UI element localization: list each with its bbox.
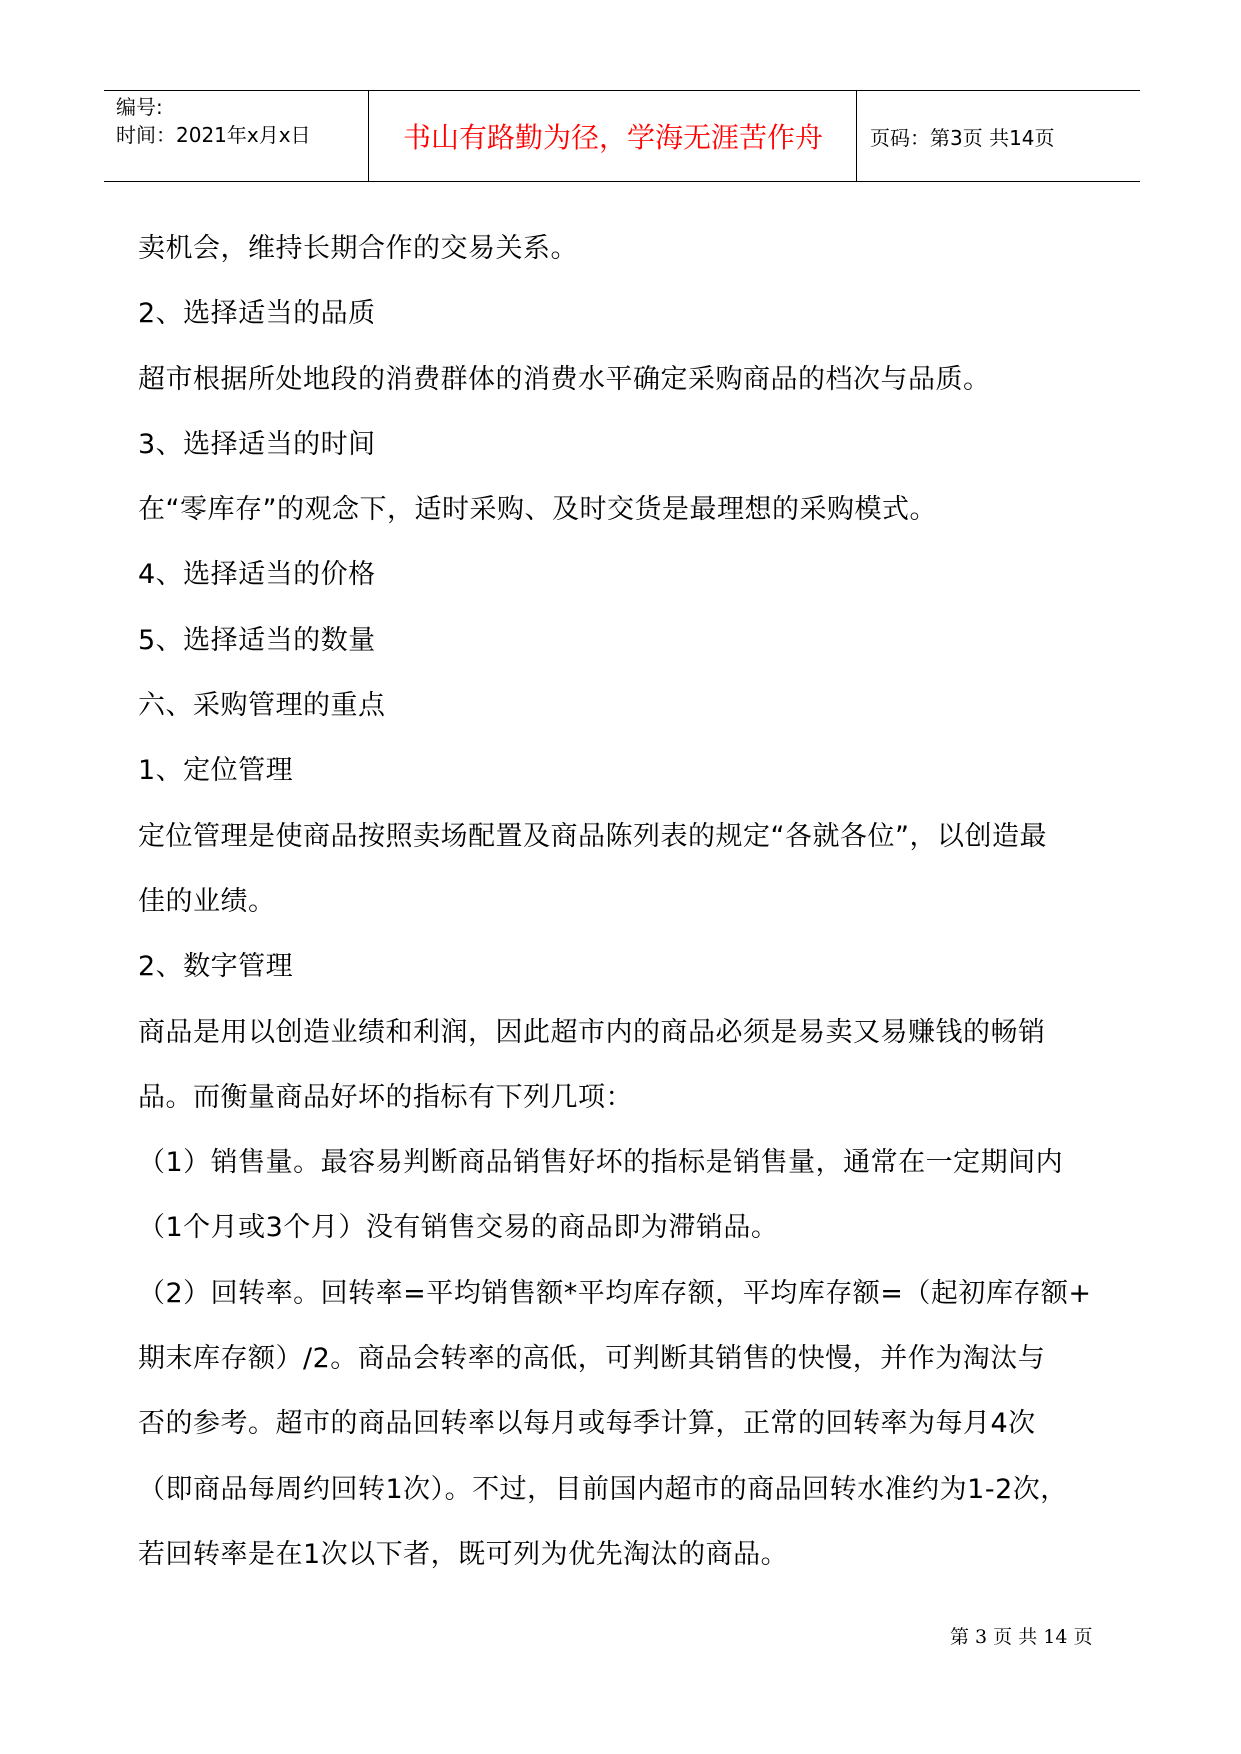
page-header (104, 90, 1140, 182)
paragraph-line: （2）回转率。回转率=平均销售额*平均库存额，平均库存额=（起初库存额+ (138, 1277, 1092, 1309)
page-footer-number: 第 3 页 共 14 页 (950, 1626, 1093, 1648)
header-divider-right (856, 91, 857, 181)
paragraph-line: 卖机会，维持长期合作的交易关系。 (138, 233, 578, 264)
document-number-label: 编号: (116, 95, 163, 119)
section-heading: 5、选择适当的数量 (138, 624, 376, 656)
paragraph-line: 定位管理是使商品按照卖场配置及商品陈列表的规定“各就各位”，以创造最 (138, 820, 1047, 852)
header-motto: 书山有路勤为径，学海无涯苦作舟 (402, 121, 823, 154)
paragraph-line: （1个月或3个月）没有销售交易的商品即为滞销品。 (138, 1212, 779, 1244)
document-time-label: 时间：2021年x月x日 (116, 123, 311, 147)
chapter-heading: 六、采购管理的重点 (138, 690, 386, 722)
section-heading: 2、数字管理 (138, 951, 294, 983)
header-page-code: 页码：第3页 共14页 (870, 125, 1055, 150)
paragraph-line: （1）销售量。最容易判断商品销售好坏的指标是销售量，通常在一定期间内 (138, 1147, 1064, 1179)
paragraph-line: 超市根据所处地段的消费群体的消费水平确定采购商品的档次与品质。 (138, 363, 991, 395)
paragraph-line: 在“零库存”的观念下，适时采购、及时交货是最理想的采购模式。 (138, 494, 937, 526)
section-heading: 3、选择适当的时间 (138, 428, 376, 460)
paragraph-line: 佳的业绩。 (138, 885, 276, 917)
paragraph-line: 品。而衡量商品好坏的指标有下列几项： (138, 1081, 633, 1113)
paragraph-line: 期末库存额）/2。商品会转率的高低，可判断其销售的快慢，并作为淘汰与 (138, 1343, 1046, 1375)
paragraph-line: 若回转率是在1次以下者，既可列为优先淘汰的商品。 (138, 1538, 789, 1570)
section-heading: 2、选择适当的品质 (138, 298, 376, 330)
paragraph-line: 商品是用以创造业绩和利润，因此超市内的商品必须是易卖又易赚钱的畅销 (138, 1016, 1046, 1048)
paragraph-line: （即商品每周约回转1次）。不过，目前国内超市的商品回转水准约为1-2次， (138, 1473, 1068, 1505)
section-heading: 1、定位管理 (138, 755, 294, 787)
header-divider-left (368, 91, 369, 181)
header-meta (116, 93, 311, 149)
document-body (138, 216, 1118, 1587)
section-heading: 4、选择适当的价格 (138, 559, 376, 591)
paragraph-line: 否的参考。超市的商品回转率以每月或每季计算，正常的回转率为每月4次 (138, 1408, 1036, 1440)
